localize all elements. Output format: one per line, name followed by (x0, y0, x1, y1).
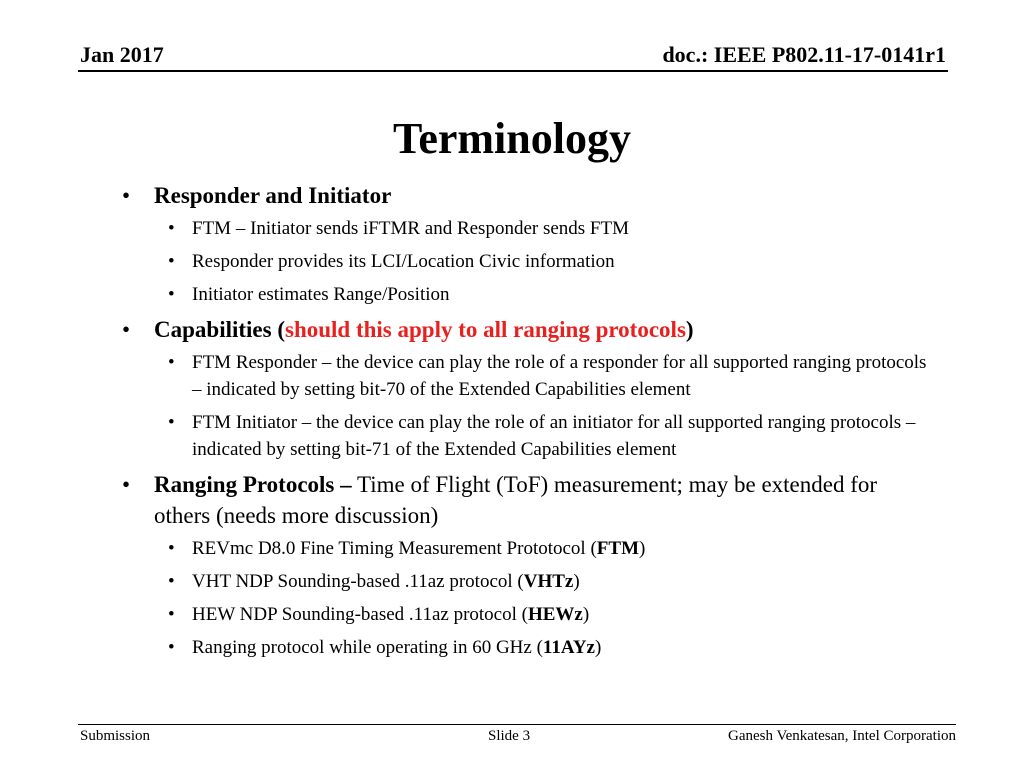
sub-bullet (122, 634, 932, 661)
footer-submission: Submission (80, 728, 151, 744)
sub-bullet-text: VHT NDP Sounding-based .11az protocol ( (192, 571, 524, 592)
sub-bullet (122, 215, 932, 242)
slide-title: Terminology (393, 114, 631, 163)
bullet-icon: • (168, 604, 175, 625)
sub-bullet-text-end: ) (573, 571, 580, 592)
sub-bullet-text: FTM Responder – the device can play the role of a responder for all supported ranging protocols – indicated by setting bit-70 of the Extended Capabilities element (192, 352, 927, 400)
bullet-icon: • (168, 352, 175, 373)
bullet-icon: • (168, 571, 175, 592)
sub-bullet-text-end: ) (595, 637, 602, 658)
bullet-ranging-protocols (122, 469, 932, 531)
bullet-icon: • (168, 412, 175, 433)
slide-content (122, 180, 932, 667)
footer-author: Ganesh Venkatesan, Intel Corporation (728, 728, 956, 744)
sub-bullet (122, 409, 932, 463)
sub-bullet (122, 281, 932, 308)
sub-bullet-text-end: ) (639, 538, 646, 559)
sub-bullet (122, 535, 932, 562)
bullet-icon: • (168, 218, 175, 239)
sub-bullet (122, 349, 932, 403)
bullet-icon: • (168, 637, 175, 658)
protocol-abbrev: VHTz (523, 571, 574, 592)
protocol-abbrev: FTM (596, 538, 640, 559)
close-paren: ) (685, 317, 694, 342)
sub-bullet (122, 568, 932, 595)
sub-bullet-text: FTM Initiator – the device can play the role of an initiator for all supported ranging protocols – indicated by setting bit-71 of the Extended Capabilities element (192, 412, 916, 460)
bullet-label: Responder and Initiator (154, 183, 392, 208)
protocol-abbrev: 11AYz (542, 637, 595, 658)
header-doc-id: doc.: IEEE P802.11-17-0141r1 (662, 42, 946, 67)
sub-bullet-text: Ranging protocol while operating in 60 GHz ( (192, 637, 543, 658)
sub-bullet (122, 601, 932, 628)
bullet-capabilities (122, 314, 932, 345)
capabilities-note: should this apply to all ranging protocols (285, 317, 686, 342)
sub-bullet-text: FTM – Initiator sends iFTMR and Responder sends FTM (192, 218, 629, 239)
sub-bullet-text: Initiator estimates Range/Position (192, 284, 450, 305)
footer-slide-number: Slide 3 (488, 728, 531, 744)
sub-bullet-text: HEW NDP Sounding-based .11az protocol ( (192, 604, 528, 625)
sub-bullet-text-end: ) (582, 604, 590, 625)
bullet-text: Time of Flight (ToF) measurement; may be extended for others (needs more discussion) (154, 472, 878, 528)
protocol-abbrev: HEWz (527, 604, 583, 625)
bullet-icon: • (168, 251, 175, 272)
sub-bullet-text: Responder provides its LCI/Location Civic information (192, 251, 615, 272)
header-divider (78, 70, 948, 72)
bullet-label: Ranging Protocols – (154, 472, 352, 497)
sub-bullet (122, 248, 932, 275)
bullet-icon: • (122, 472, 131, 497)
bullet-icon: • (122, 183, 131, 208)
footer-divider (78, 724, 956, 725)
bullet-icon: • (122, 317, 131, 342)
bullet-label: Capabilities (154, 317, 272, 342)
open-paren: ( (277, 317, 285, 342)
bullet-icon: • (168, 284, 175, 305)
bullet-responder-initiator (122, 180, 932, 211)
sub-bullet-text: REVmc D8.0 Fine Timing Measurement Prototocol ( (192, 538, 597, 559)
header-date: Jan 2017 (80, 42, 164, 67)
bullet-icon: • (168, 538, 175, 559)
